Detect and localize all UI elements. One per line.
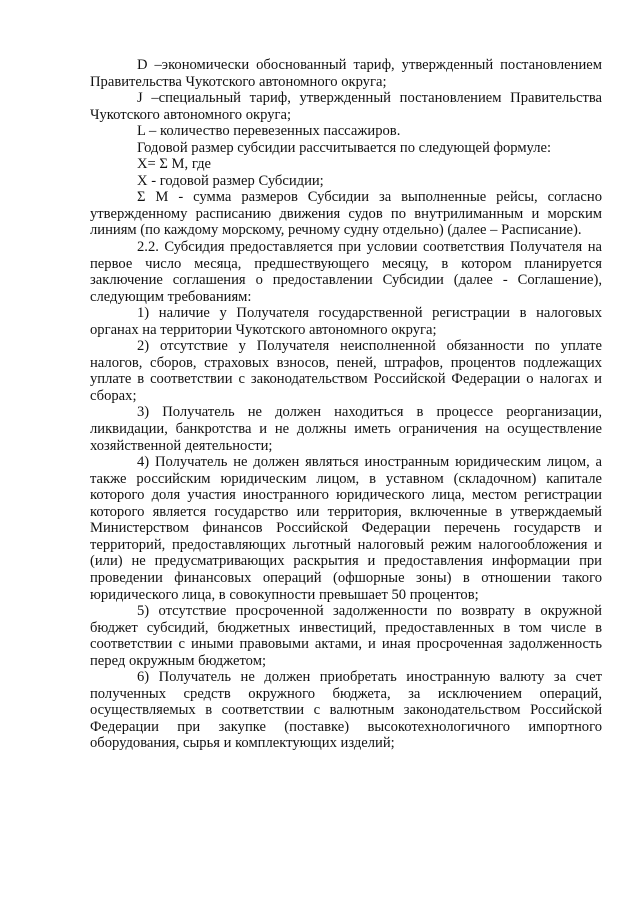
paragraph-requirement-3: 3) Получатель не должен находиться в процессе реорганизации, ликвидации, банкротства и не должны иметь ограничения на осуществление хозяйственной деятельности; [90,404,602,454]
document-page [90,57,602,752]
paragraph-section-2-2: 2.2. Субсидия предоставляется при условии соответствия Получателя на первое число месяца, предшествующего месяцу, в котором планируется заключение соглашения о предоставлении Субсидии (далее - Соглашение), следующим требованиям: [90,239,602,305]
paragraph-formula: X= Σ M, где [137,156,211,173]
paragraph-requirement-1: 1) наличие у Получателя государственной регистрации в налоговых органах на территории Чукотского автономного округа; [90,305,602,338]
paragraph-requirement-2: 2) отсутствие у Получателя неисполненной обязанности по уплате налогов, сборов, страховых взносов, пеней, штрафов, процентов подлежащих уплате в соответствии с законодательством Российской Федерации о налогах и сборах; [90,338,602,404]
paragraph-formula-intro: Годовой размер субсидии рассчитывается по следующей формуле: [137,139,552,156]
paragraph-requirement-4: 4) Получатель не должен являться иностранным юридическим лицом, а также российским юридическим лицом, в уставном (складочном) капитале которого доля участия иностранного юридического лица, местом регистрации которого является государство или территория, включенные в утверждаемый Министерством финансов Российской Федерации перечень государств и территорий, предоставляющих льготный налоговый режим налогообложения и (или) не предусматривающих раскрытия и предоставления информации при проведении финансовых операций (офшорные зоны) в отношении такого юридического лица, в совокупности превышает 50 процентов; [90,454,602,603]
paragraph-passengers-l: L – количество перевезенных пассажиров. [137,123,401,140]
paragraph-tariff-d: D –экономически обоснованный тариф, утвержденный постановлением Правительства Чукотского автономного округа; [90,57,602,90]
paragraph-requirement-5: 5) отсутствие просроченной задолженности по возврату в окружной бюджет субсидий, бюджетных инвестиций, предоставленных в том числе в соответствии с иными правовыми актами, и иная просроченная задолженность перед окружным бюджетом; [90,603,602,669]
paragraph-formula-x: X - годовой размер Субсидии; [137,172,324,189]
paragraph-requirement-6: 6) Получатель не должен приобретать иностранную валюту за счет полученных средств окружного бюджета, за исключением операций, осуществляемых в соответствии с валютным законодательством Российской Федерации при закупке (поставке) высокотехнологичного импортного оборудования, сырья и комплектующих изделий; [90,669,602,752]
paragraph-tariff-j: J –специальный тариф, утвержденный постановлением Правительства Чукотского автономного округа; [90,90,602,123]
paragraph-formula-sum-m: Σ M - сумма размеров Субсидии за выполненные рейсы, согласно утвержденному расписанию движения судов по внутрилиманным и морским линиям (по каждому морскому, речному судну отдельно) (далее – Расписание). [90,189,602,239]
